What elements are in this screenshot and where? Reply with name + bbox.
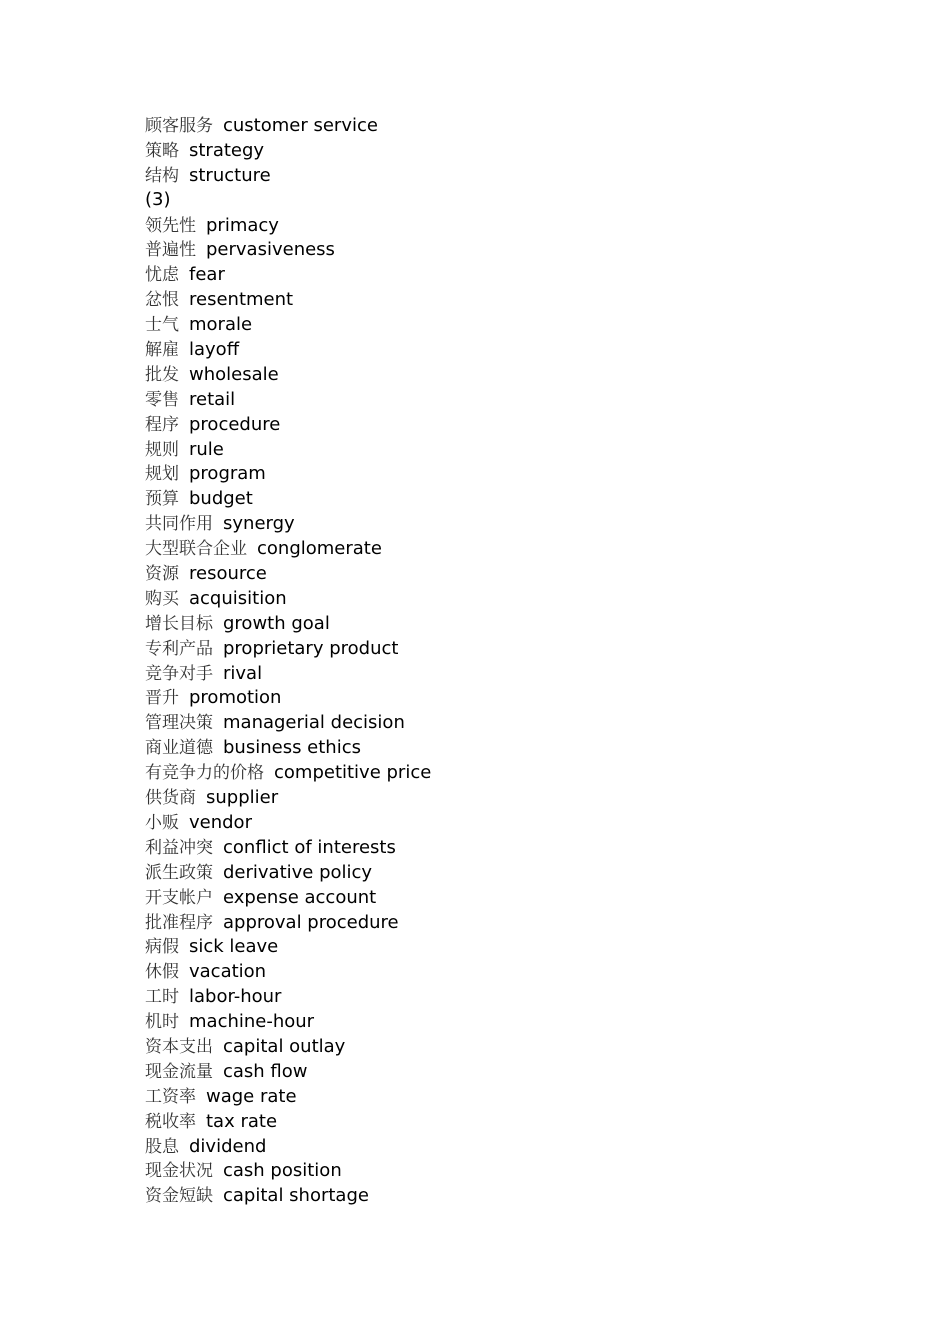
chinese-term: 领先性	[145, 215, 196, 236]
chinese-term: 竞争对手	[145, 663, 213, 684]
chinese-term: 普遍性	[145, 240, 196, 261]
glossary-entry	[145, 1134, 431, 1159]
english-term: tax rate	[206, 1110, 278, 1132]
english-term: customer service	[223, 115, 378, 136]
chinese-term: 规则	[145, 439, 179, 460]
english-term: machine-hour	[189, 1011, 315, 1033]
chinese-term: 派生政策	[145, 862, 213, 883]
chinese-term: 大型联合企业	[145, 539, 247, 560]
glossary-entry	[145, 387, 431, 412]
chinese-term: 资源	[145, 564, 179, 585]
chinese-term: 病假	[145, 937, 179, 958]
english-term: supplier	[206, 787, 279, 809]
english-term: growth goal	[223, 612, 330, 634]
chinese-term: 商业道德	[145, 738, 213, 759]
glossary-entry	[145, 362, 431, 387]
english-term: vacation	[189, 961, 267, 983]
glossary-entry	[145, 312, 431, 337]
glossary-entry	[145, 262, 431, 287]
chinese-term: 专利产品	[145, 638, 213, 659]
english-term: strategy	[189, 139, 265, 161]
english-term: wholesale	[189, 363, 279, 385]
chinese-term: 批准程序	[145, 912, 213, 933]
english-term: cash flow	[223, 1060, 308, 1082]
glossary-entry	[145, 1009, 431, 1034]
chinese-term: 零售	[145, 389, 179, 410]
glossary-entry	[145, 1034, 431, 1059]
english-term: rival	[223, 662, 263, 684]
english-term: retail	[189, 388, 236, 410]
glossary-entry	[145, 586, 431, 611]
glossary-entry	[145, 860, 431, 885]
english-term: synergy	[223, 513, 295, 535]
english-term: primacy	[206, 214, 279, 236]
glossary-entry	[145, 461, 431, 486]
chinese-term: 预算	[145, 489, 179, 510]
glossary-entry	[145, 835, 431, 860]
chinese-term: 增长目标	[145, 613, 213, 634]
chinese-term: 供货商	[145, 788, 196, 809]
glossary-entry	[145, 536, 431, 561]
glossary-entry	[145, 1084, 431, 1109]
english-term: capital shortage	[223, 1185, 369, 1207]
glossary-entry	[145, 685, 431, 710]
glossary-list	[145, 113, 431, 1208]
glossary-entry	[145, 934, 431, 959]
english-term: competitive price	[274, 762, 432, 784]
chinese-term: 工时	[145, 987, 179, 1008]
english-term: promotion	[189, 687, 282, 709]
chinese-term: 休假	[145, 962, 179, 983]
english-term: pervasiveness	[206, 239, 335, 261]
english-term: approval procedure	[223, 911, 399, 933]
english-term: rule	[189, 438, 224, 460]
english-term: conglomerate	[257, 538, 382, 560]
english-term: capital outlay	[223, 1035, 346, 1057]
english-term: acquisition	[189, 587, 287, 609]
glossary-entry	[145, 437, 431, 462]
english-term: dividend	[189, 1135, 267, 1157]
chinese-term: 购买	[145, 588, 179, 609]
glossary-entry	[145, 710, 431, 735]
chinese-term: 结构	[145, 165, 179, 186]
glossary-entry	[145, 287, 431, 312]
chinese-term: 工资率	[145, 1086, 196, 1107]
glossary-entry	[145, 735, 431, 760]
glossary-entry	[145, 959, 431, 984]
english-term: derivative policy	[223, 861, 373, 883]
english-term: sick leave	[189, 936, 279, 958]
chinese-term: 忿恨	[145, 290, 179, 311]
chinese-term: 忧虑	[145, 265, 179, 286]
english-term: conflict of interests	[223, 836, 396, 858]
english-term: labor-hour	[189, 986, 282, 1008]
chinese-term: 顾客服务	[145, 116, 213, 136]
glossary-entry	[145, 337, 431, 362]
english-term: cash position	[223, 1160, 342, 1182]
glossary-entry	[145, 785, 431, 810]
chinese-term: 规划	[145, 464, 179, 485]
english-term: fear	[189, 264, 225, 286]
glossary-entry	[145, 1059, 431, 1084]
chinese-term: 有竞争力的价格	[145, 763, 264, 784]
glossary-entry	[145, 561, 431, 586]
glossary-entry	[145, 1158, 431, 1183]
chinese-term: 股息	[145, 1136, 179, 1157]
chinese-term: 税收率	[145, 1111, 196, 1132]
chinese-term: 批发	[145, 364, 179, 385]
english-term: resource	[189, 563, 267, 585]
glossary-entry	[145, 138, 431, 163]
chinese-term: 资金短缺	[145, 1186, 213, 1207]
glossary-entry	[145, 511, 431, 536]
chinese-term: 资本支出	[145, 1036, 213, 1057]
chinese-term: 程序	[145, 414, 179, 435]
glossary-entry	[145, 163, 431, 188]
english-term: expense account	[223, 886, 377, 908]
glossary-entry	[145, 910, 431, 935]
glossary-entry	[145, 1109, 431, 1134]
english-term: structure	[189, 164, 271, 186]
glossary-entry	[145, 636, 431, 661]
glossary-entry	[145, 760, 431, 785]
chinese-term: 解雇	[145, 340, 179, 361]
english-term: proprietary product	[223, 637, 399, 659]
english-term: program	[189, 463, 266, 485]
english-term: wage rate	[206, 1085, 297, 1107]
chinese-term: 策略	[145, 140, 179, 161]
english-term: layoff	[189, 339, 240, 361]
glossary-entry	[145, 611, 431, 636]
english-term: morale	[189, 314, 253, 336]
english-term: resentment	[189, 289, 294, 311]
chinese-term: 现金状况	[145, 1161, 213, 1182]
english-term: procedure	[189, 413, 281, 435]
chinese-term: 管理决策	[145, 713, 213, 734]
glossary-entry	[145, 885, 431, 910]
chinese-term: 共同作用	[145, 514, 213, 535]
glossary-entry	[145, 984, 431, 1009]
english-term: managerial decision	[223, 712, 405, 734]
glossary-entry	[145, 486, 431, 511]
glossary-entry	[145, 810, 431, 835]
english-term: business ethics	[223, 737, 361, 759]
chinese-term: 利益冲突	[145, 837, 213, 858]
glossary-entry	[145, 213, 431, 238]
glossary-entry	[145, 1183, 431, 1208]
chinese-term: 士气	[145, 315, 179, 336]
glossary-entry	[145, 661, 431, 686]
glossary-entry	[145, 113, 431, 138]
glossary-entry	[145, 412, 431, 437]
chinese-term: 现金流量	[145, 1061, 213, 1082]
section-heading: (3)	[145, 188, 171, 210]
english-term: vendor	[189, 811, 252, 833]
chinese-term: 晋升	[145, 688, 179, 709]
english-term: budget	[189, 488, 253, 510]
chinese-term: 开支帐户	[145, 887, 213, 908]
glossary-entry	[145, 237, 431, 262]
chinese-term: 小贩	[145, 812, 179, 833]
chinese-term: 机时	[145, 1012, 179, 1033]
